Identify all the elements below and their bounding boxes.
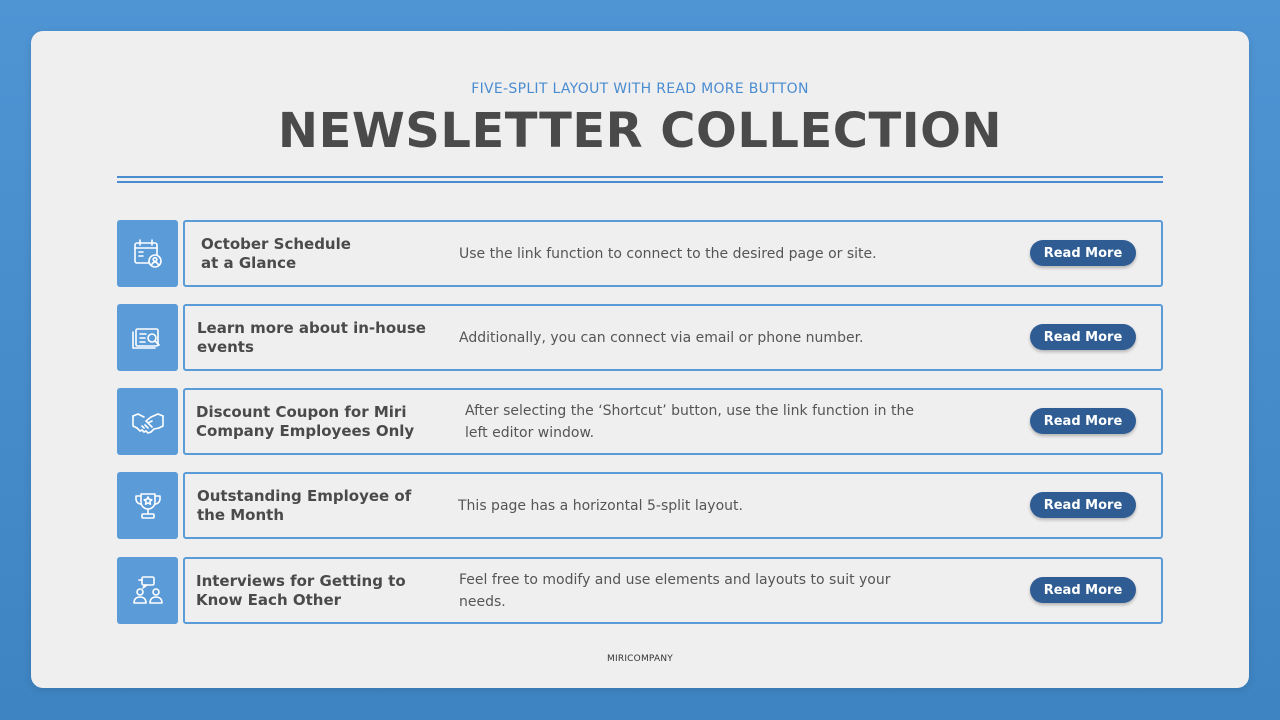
title-line: Interviews for Getting to xyxy=(196,571,406,590)
list-item xyxy=(117,557,1163,624)
content-card xyxy=(31,31,1249,688)
read-more-button[interactable]: Read More xyxy=(1030,324,1136,350)
page-title: NEWSLETTER COLLECTION xyxy=(277,103,1003,159)
title-line: at a Glance xyxy=(201,253,297,272)
list-item xyxy=(117,220,1163,287)
title-line: Outstanding Employee of xyxy=(197,486,412,505)
list-item xyxy=(117,472,1163,539)
title-line: Company Employees Only xyxy=(196,421,415,440)
list-item xyxy=(117,388,1163,455)
trophy-icon xyxy=(117,472,178,539)
title-line: Learn more about in-house xyxy=(197,318,426,337)
list-item xyxy=(117,304,1163,371)
read-more-button[interactable]: Read More xyxy=(1030,492,1136,518)
read-more-button[interactable]: Read More xyxy=(1030,577,1136,603)
list-item-title xyxy=(196,388,436,455)
list-item-description: Additionally, you can connect via email or phone number. xyxy=(459,329,864,346)
page-subtitle: FIVE-SPLIT LAYOUT WITH READ MORE BUTTON xyxy=(471,81,809,97)
footer-brand: MIRICOMPANY xyxy=(607,654,673,664)
document-search-icon xyxy=(117,304,178,371)
read-more-button[interactable]: Read More xyxy=(1030,408,1136,434)
list-item-description: Feel free to modify and use elements and layouts to suit your needs. xyxy=(459,571,891,610)
title-line: the Month xyxy=(197,505,285,524)
list-item-description: Use the link function to connect to the desired page or site. xyxy=(459,245,877,262)
read-more-button[interactable]: Read More xyxy=(1030,240,1136,266)
divider-line xyxy=(117,176,1163,178)
list-item-title xyxy=(196,557,436,624)
handshake-icon xyxy=(117,388,178,455)
list-item-description: This page has a horizontal 5-split layout. xyxy=(458,497,743,514)
list-item-description: After selecting the ‘Shortcut’ button, use the link function in the left editor window. xyxy=(465,402,914,441)
title-line: October Schedule xyxy=(201,234,351,253)
title-line: events xyxy=(197,337,254,356)
divider-line xyxy=(117,181,1163,183)
list-item-title xyxy=(197,472,437,539)
list-item-title xyxy=(197,304,437,371)
list-item-title xyxy=(201,220,441,287)
title-line: Discount Coupon for Miri xyxy=(196,402,407,421)
title-line: Know Each Other xyxy=(196,590,342,609)
calendar-user-icon xyxy=(117,220,178,287)
people-chat-icon xyxy=(117,557,178,624)
